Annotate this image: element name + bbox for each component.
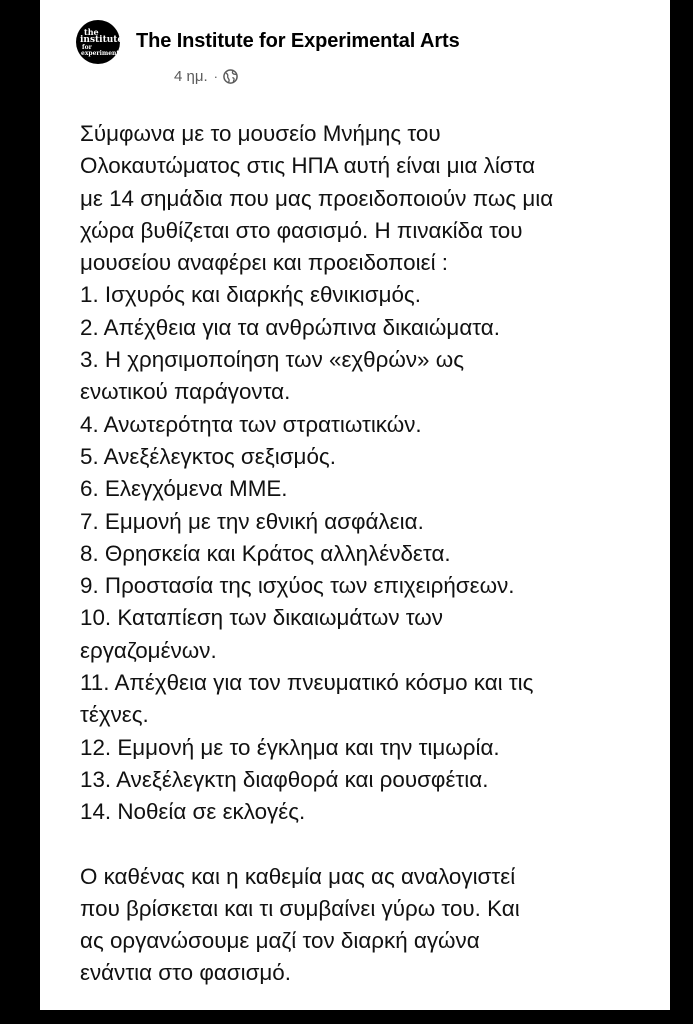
list-item: 1. Ισχυρός και διαρκής εθνικισμός. xyxy=(80,282,421,308)
post-text-line: με 14 σημάδια που μας προειδοποιούν πως μια xyxy=(80,185,554,211)
post-text-line: Ο καθένας και η καθεμία μας ας αναλογιστεί xyxy=(80,863,516,889)
list-item: 3. Η χρησιμοποίηση των «εχθρών» ως xyxy=(80,347,464,373)
list-item: 13. Ανεξέλεγκτη διαφθορά και ρουσφέτια. xyxy=(80,766,489,792)
meta-separator: · xyxy=(213,69,219,84)
globe-icon[interactable] xyxy=(223,69,238,84)
avatar-logo-text: for xyxy=(82,43,92,51)
list-item: 2. Απέχθεια για τα ανθρώπινα δικαιώματα. xyxy=(80,314,500,340)
avatar[interactable] xyxy=(76,20,126,64)
list-item: 12. Εμμονή με το έγκλημα και την τιμωρία. xyxy=(80,734,500,760)
list-item: 7. Εμμονή με την εθνική ασφάλεια. xyxy=(80,508,424,534)
list-item: 11. Απέχθεια για τον πνευματικό κόσμο και τις xyxy=(80,670,534,696)
list-item: 10. Καταπίεση των δικαιωμάτων των xyxy=(80,605,443,631)
list-item: 6. Ελεγχόμενα ΜΜΕ. xyxy=(80,476,288,502)
post-text-line: που βρίσκεται και τι συμβαίνει γύρω του. Και xyxy=(80,895,520,921)
list-item: 14. Νοθεία σε εκλογές. xyxy=(80,799,306,825)
list-item: τέχνες. xyxy=(80,702,149,728)
post-header xyxy=(76,20,656,100)
page-name-link[interactable]: The Institute for Experimental Arts xyxy=(136,30,460,52)
post-timestamp[interactable]: 4 ημ. xyxy=(174,68,208,85)
list-item: 8. Θρησκεία και Κράτος αλληλένδετα. xyxy=(80,540,451,566)
avatar-logo-text: the xyxy=(84,26,99,37)
avatar-logo-text: experimental xyxy=(81,49,126,57)
post-meta xyxy=(174,68,238,85)
post-card xyxy=(40,16,670,1010)
post-text xyxy=(80,118,660,990)
list-item: 9. Προστασία της ισχύος των επιχειρήσεων. xyxy=(80,573,515,599)
paragraph-spacer xyxy=(80,829,660,861)
list-item: εργαζομένων. xyxy=(80,637,217,663)
list-item: ενωτικού παράγοντα. xyxy=(80,379,291,405)
list-item: 5. Ανεξέλεγκτος σεξισμός. xyxy=(80,443,336,469)
post-text-line: Ολοκαυτώματος στις ΗΠΑ αυτή είναι μια λίστα xyxy=(80,153,536,179)
avatar-logo-text: institute xyxy=(80,34,124,45)
post-text-line: ενάντια στο φασισμό. xyxy=(80,960,291,986)
list-item: 4. Ανωτερότητα των στρατιωτικών. xyxy=(80,411,422,437)
post-text-line: μουσείου αναφέρει και προειδοποιεί : xyxy=(80,250,449,276)
post-text-line: Σύμφωνα με το μουσείο Μνήμης του xyxy=(80,121,441,146)
post-text-line: ας οργανώσουμε μαζί τον διαρκή αγώνα xyxy=(80,928,480,954)
post-text-line: χώρα βυθίζεται στο φασισμό. Η πινακίδα του xyxy=(80,217,523,243)
